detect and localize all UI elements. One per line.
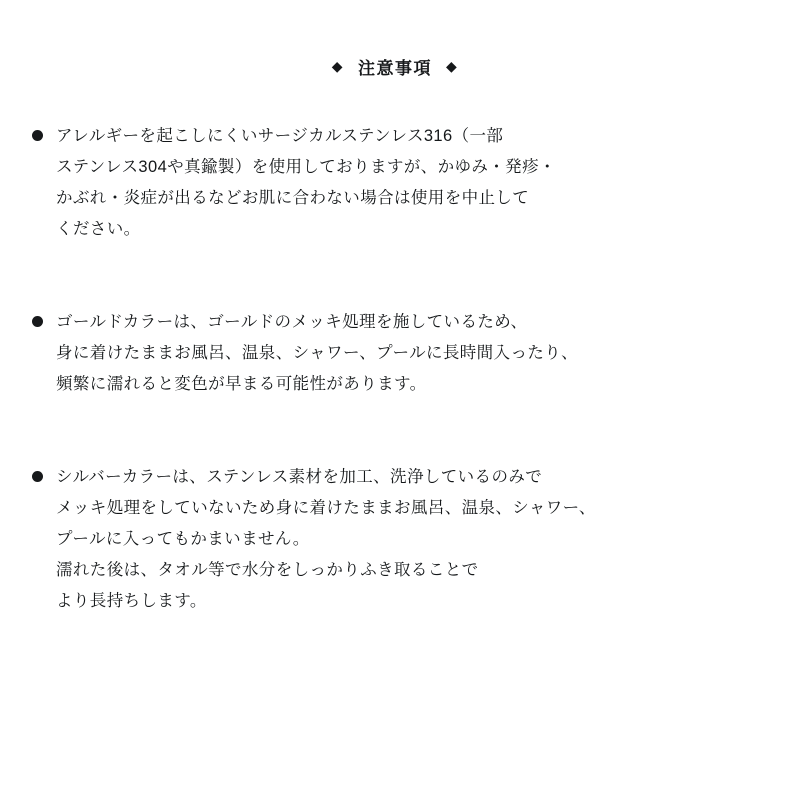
bullet-icon	[32, 471, 43, 482]
bullet-icon	[32, 130, 43, 141]
note-body	[56, 307, 760, 400]
note-line: ゴールドカラーは、ゴールドのメッキ処理を施しているため、	[56, 313, 528, 331]
note-line: 身に着けたままお風呂、温泉、シャワー、プールに長時間入ったり、	[56, 344, 579, 362]
note-line: 頻繁に濡れると変色が早まる可能性があります。	[56, 375, 427, 393]
list-item	[30, 462, 760, 617]
note-line: シルバーカラーは、ステンレス素材を加工、洗浄しているのみで	[56, 468, 543, 486]
bullet-icon	[32, 316, 43, 327]
note-body	[56, 462, 760, 617]
note-body	[56, 121, 760, 245]
note-line: メッキ処理をしていないため身に着けたままお風呂、温泉、シャワー、	[56, 499, 596, 517]
diamond-right-icon: ◆	[446, 57, 459, 74]
page-title-text: 注意事項	[358, 59, 432, 78]
note-line: ください。	[56, 220, 141, 238]
page-title	[30, 54, 760, 79]
note-line: より長持ちします。	[56, 592, 207, 610]
note-line: プールに入ってもかまいません。	[56, 530, 310, 548]
note-line: 濡れた後は、タオル等で水分をしっかりふき取ることで	[56, 561, 479, 579]
list-item	[30, 307, 760, 400]
note-line: アレルギーを起こしにくいサージカルステンレス316（一部	[56, 127, 504, 145]
note-line: ステンレス304や真鍮製）を使用しておりますが、かゆみ・発疹・	[56, 158, 556, 176]
notice-list	[30, 121, 760, 617]
diamond-left-icon: ◆	[331, 57, 344, 74]
list-item	[30, 121, 760, 245]
note-line: かぶれ・炎症が出るなどお肌に合わない場合は使用を中止して	[56, 189, 530, 207]
